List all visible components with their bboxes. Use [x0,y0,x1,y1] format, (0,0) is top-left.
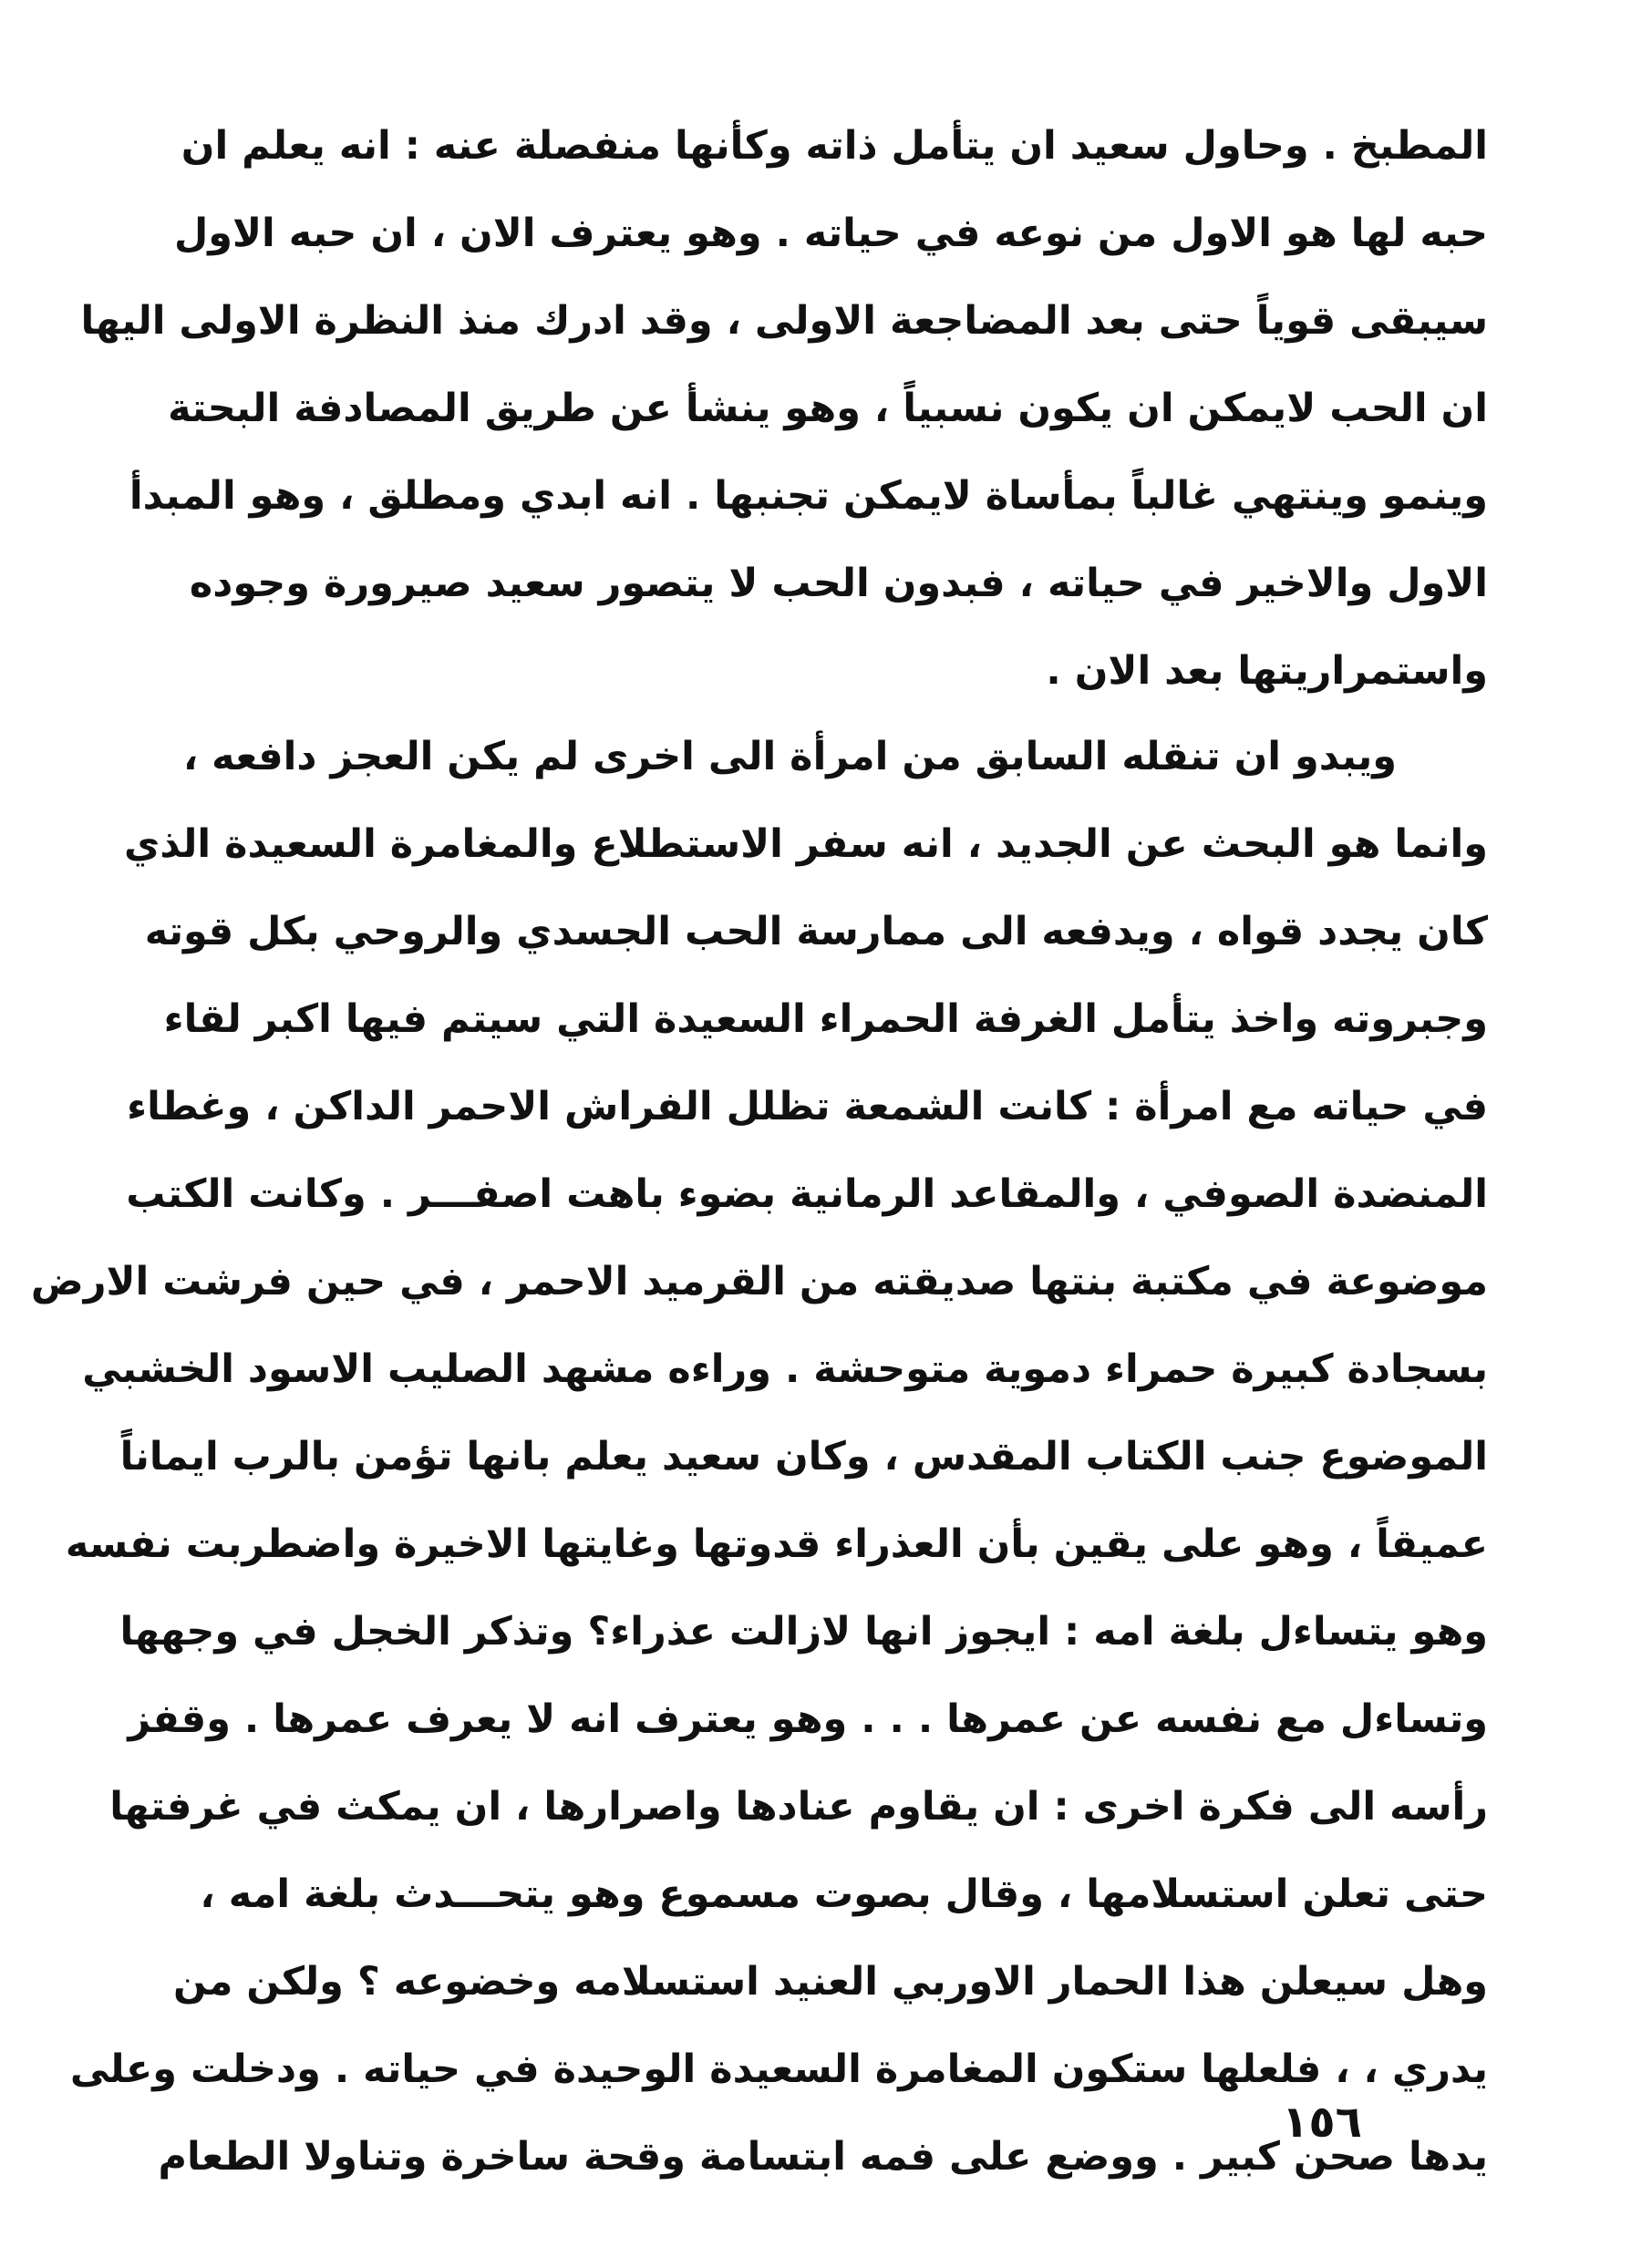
text-line: الموضوع جنب الكتاب المقدس ، وكان سعيد يعلم بانها تؤمن بالرب ايماناً [119,1434,1488,1479]
text-line: موضوعة في مكتبة بنتها صديقته من القرميد الاحمر ، في حين فرشت الارض [30,1259,1488,1304]
text-line: وينمو وينتهي غالباً بمأساة لايمكن تجنبها . انه ابدي ومطلق ، وهو المبدأ [129,473,1488,519]
page-number: ١٥٦ [1282,2097,1362,2148]
text-line: يدري ، ، فلعلها ستكون المغامرة السعيدة الوحيدة في حياته . ودخلت وعلى [69,2046,1488,2092]
text-line: وهو يتساءل بلغة امه : ايجوز انها لازالت عذراء؟ وتذكر الخجل في وجهها [119,1609,1488,1655]
text-line: الاول والاخير في حياته ، فبدون الحب لا يتصور سعيد صيرورة وجوده [189,561,1488,606]
text-line: ويبدو ان تنقله السابق من امرأة الى اخرى لم يكن العجز دافعه ، [182,734,1397,779]
text-line: ان الحب لايمكن ان يكون نسبياً ، وهو ينشأ عن طريق المصادفة البحتة [168,386,1488,431]
text-line: رأسه الى فكرة اخرى : ان يقاوم عنادها واصرارها ، ان يمكث في غرفتها [109,1784,1488,1830]
text-line: حبه لها هو الاول من نوعه في حياته . وهو يعترف الان ، ان حبه الاول [173,211,1488,256]
text-line: في حياته مع امرأة : كانت الشمعة تظلل الفراش الاحمر الداكن ، وغطاء [127,1084,1488,1129]
paragraph-2 [30,713,1488,2201]
text-line: المطبخ . وحاول سعيد ان يتأمل ذاته وكأنها منفصلة عنه : انه يعلم ان [181,123,1488,169]
text-line: حتى تعلن استسلامها ، وقال بصوت مسموع وهو يتحـــدث بلغة امه ، [200,1871,1488,1917]
text-line: سيبقى قوياً حتى بعد المضاجعة الاولى ، وقد ادرك منذ النظرة الاولى اليها [80,298,1488,344]
text-line: يدها صحن كبير . ووضع على فمه ابتسامة وقحة ساخرة وتناولا الطعام [158,2134,1488,2180]
text-line: وجبروته واخذ يتأمل الغرفة الحمراء السعيدة التي سيتم فيها اكبر لقاء [163,996,1488,1042]
text-line: وتساءل مع نفسه عن عمرها . . . وهو يعترف انه لا يعرف عمرها . وقفز [128,1696,1488,1742]
text-line: كان يجدد قواه ، ويدفعه الى ممارسة الحب الجسدي والروحي بكل قوته [144,909,1488,954]
text-line: عميقاً ، وهو على يقين بأن العذراء قدوتها وغايتها الاخيرة واضطربت نفسه [65,1521,1488,1567]
text-line: وانما هو البحث عن الجديد ، انه سفر الاستطلاع والمغامرة السعيدة الذي [124,821,1488,867]
text-line: وهل سيعلن هذا الحمار الاوربي العنيد استسلامه وخضوعه ؟ ولكن من [173,1959,1488,2005]
text-line: واستمراريتها بعد الان . [1046,648,1488,694]
paragraph-1 [80,102,1488,715]
text-line: المنضدة الصوفي ، والمقاعد الرمانية بضوء باهت اصفـــر . وكانت الكتب [126,1171,1488,1217]
text-line: بسجادة كبيرة حمراء دموية متوحشة . وراءه مشهد الصليب الاسود الخشبي [82,1346,1488,1392]
